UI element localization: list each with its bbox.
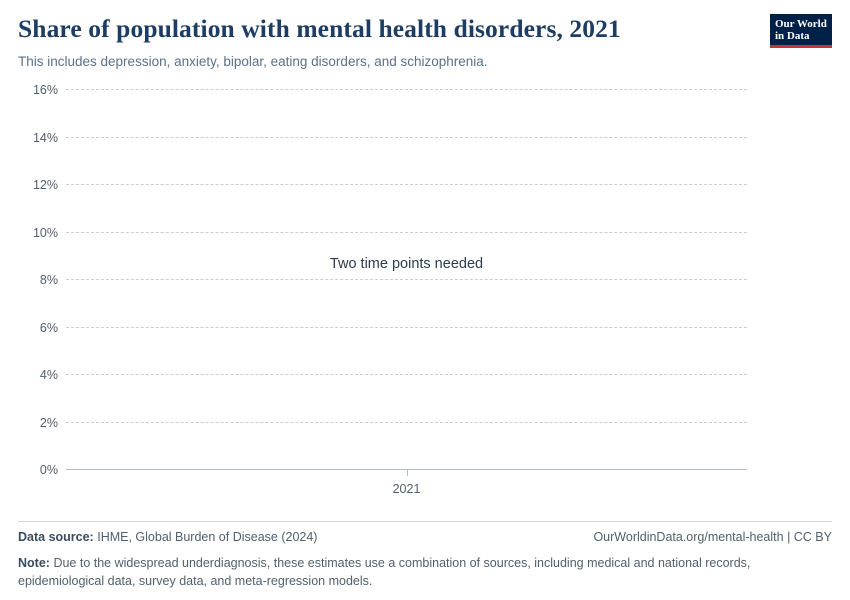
y-gridline	[32, 130, 747, 145]
chart-header	[18, 0, 832, 70]
chart-area	[18, 82, 832, 512]
y-axis-tick-label: 6%	[39, 320, 58, 335]
owid-link[interactable]: OurWorldinData.org/mental-health | CC BY	[593, 529, 832, 544]
data-source-label: Data source:	[18, 529, 94, 544]
y-gridline	[39, 368, 747, 383]
page-title: Share of population with mental health disorders, 2021	[18, 14, 621, 43]
owid-logo-line1: Our World	[775, 18, 827, 30]
y-gridline	[39, 320, 747, 335]
y-axis-tick-label: 8%	[39, 273, 58, 288]
y-axis-tick-label: 4%	[39, 368, 58, 383]
y-gridline	[39, 415, 747, 430]
data-source	[18, 530, 317, 544]
footer-note-text: Due to the widespread underdiagnosis, these estimates use a combination of sources, including medical and national records, epidemiological data, survey data, and meta-regression models.	[18, 555, 751, 588]
footer-divider	[18, 521, 832, 522]
y-gridline	[39, 273, 747, 288]
y-axis-tick-label: 14%	[32, 130, 58, 145]
plot-region	[32, 83, 747, 497]
y-axis-tick-label: 16%	[32, 83, 58, 98]
y-axis-tick-label: 10%	[32, 225, 58, 240]
y-axis-tick-label: 0%	[39, 463, 58, 478]
y-axis-tick-label: 2%	[39, 415, 58, 430]
chart-footer	[18, 521, 832, 590]
y-gridline	[32, 225, 747, 240]
y-axis-tick-label: 12%	[32, 178, 58, 193]
y-gridline	[32, 83, 747, 98]
x-axis-tick-mark	[407, 470, 408, 476]
owid-logo[interactable]	[770, 14, 832, 48]
chart-subtitle: This includes depression, anxiety, bipolar, eating disorders, and schizophrenia.	[18, 53, 488, 69]
y-gridline	[32, 178, 747, 193]
owid-logo-line2: in Data	[775, 30, 810, 42]
data-source-text: IHME, Global Burden of Disease (2024)	[97, 529, 318, 544]
footer-note-label: Note:	[18, 555, 50, 570]
footer-note	[18, 554, 778, 590]
footer-source-row	[18, 530, 832, 544]
x-axis-tick-label: 2021	[392, 482, 421, 497]
chart-empty-message: Two time points needed	[329, 256, 484, 273]
